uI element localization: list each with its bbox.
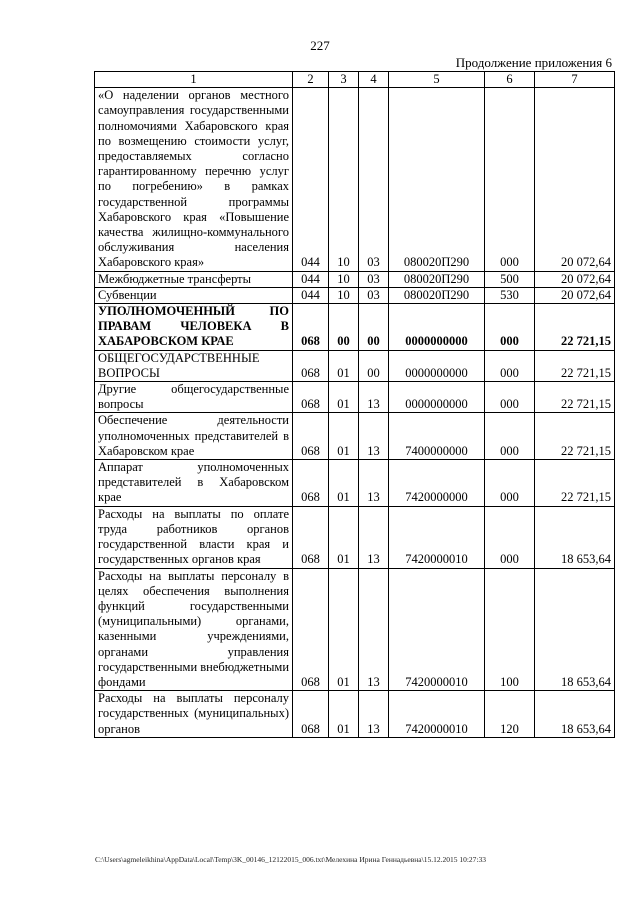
row-name: ОБЩЕГОСУДАРСТВЕННЫЕ ВОПРОСЫ: [95, 350, 293, 381]
row-col3: 00: [329, 304, 359, 351]
row-col4: 03: [359, 271, 389, 287]
row-col5: 0000000000: [389, 382, 485, 413]
budget-table: [94, 71, 615, 738]
row-col2: 068: [293, 350, 329, 381]
row-col6: 000: [485, 350, 535, 381]
table-row: [95, 506, 615, 568]
row-col6: 000: [485, 88, 535, 271]
table-row: [95, 568, 615, 691]
row-name: Межбюджетные трансферты: [95, 271, 293, 287]
row-col2: 068: [293, 568, 329, 691]
table-row: [95, 460, 615, 507]
row-col5: 7420000000: [389, 460, 485, 507]
row-col2: 044: [293, 271, 329, 287]
page-number: 227: [310, 38, 330, 53]
row-col7: 20 072,64: [535, 271, 615, 287]
row-col3: 01: [329, 382, 359, 413]
col-header-5: 5: [389, 72, 485, 88]
row-name: Обеспечение деятельности уполномоченных представителей в Хабаровском крае: [95, 413, 293, 460]
row-col2: 044: [293, 88, 329, 271]
row-col7: 22 721,15: [535, 304, 615, 351]
table-row: [95, 271, 615, 287]
row-col3: 10: [329, 271, 359, 287]
row-col7: 18 653,64: [535, 506, 615, 568]
row-col2: 068: [293, 506, 329, 568]
col-header-1: 1: [95, 72, 293, 88]
row-col4: 13: [359, 413, 389, 460]
row-name: Аппарат уполномоченных представителей в Хабаровском крае: [95, 460, 293, 507]
row-col2: 068: [293, 413, 329, 460]
col-header-6: 6: [485, 72, 535, 88]
row-col6: 000: [485, 506, 535, 568]
continuation-note: Продолжение приложения 6: [455, 55, 612, 70]
row-col6: 000: [485, 413, 535, 460]
row-col2: 044: [293, 287, 329, 303]
row-col6: 100: [485, 568, 535, 691]
row-col6: 000: [485, 460, 535, 507]
row-name: УПОЛНОМОЧЕННЫЙ ПО ПРАВАМ ЧЕЛОВЕКА В ХАБАРОВСКОМ КРАЕ: [95, 304, 293, 351]
row-col7: 22 721,15: [535, 350, 615, 381]
row-col5: 7420000010: [389, 691, 485, 738]
file-path-footer: C:\Users\agmeleikhina\AppData\Local\Temp\3K_00146_12122015_006.txt\Мелехина Ирина Геннадьевна\15.12.2015 10:27:33: [95, 855, 487, 864]
row-name: Расходы на выплаты по оплате труда работников органов государственной власти края и государственных органов края: [95, 506, 293, 568]
row-name: «О наделении органов местного самоуправления государственными полномочиями Хабаровского края по возмещению стоимости услуг, предоставляемых согласно гарантированному перечню услуг по погребению» в рамках государственной программы Хабаровского края «Повышение качества жилищно-коммунального обслуживания населения Хабаровского края»: [95, 88, 293, 271]
table-row: [95, 382, 615, 413]
row-col5: 080020П290: [389, 271, 485, 287]
row-col4: 13: [359, 506, 389, 568]
row-name: Субвенции: [95, 287, 293, 303]
row-col5: 080020П290: [389, 88, 485, 271]
row-col3: 01: [329, 413, 359, 460]
row-col5: 080020П290: [389, 287, 485, 303]
row-col7: 18 653,64: [535, 691, 615, 738]
row-col2: 068: [293, 460, 329, 507]
table-row: [95, 88, 615, 271]
col-header-2: 2: [293, 72, 329, 88]
table-row: [95, 413, 615, 460]
row-col6: 120: [485, 691, 535, 738]
header-row: [95, 72, 615, 88]
col-header-3: 3: [329, 72, 359, 88]
row-col2: 068: [293, 304, 329, 351]
row-col6: 500: [485, 271, 535, 287]
table-row: [95, 304, 615, 351]
row-col3: 10: [329, 88, 359, 271]
row-col7: 22 721,15: [535, 382, 615, 413]
row-col4: 00: [359, 350, 389, 381]
row-col4: 00: [359, 304, 389, 351]
row-col5: 7400000000: [389, 413, 485, 460]
row-col7: 22 721,15: [535, 413, 615, 460]
row-col3: 01: [329, 691, 359, 738]
row-name: Расходы на выплаты персоналу в целях обеспечения выполнения функций государственными (муниципальными) органами, казенными учреждениями, органами управления государственными внебюджетными фондами: [95, 568, 293, 691]
row-col7: 18 653,64: [535, 568, 615, 691]
row-col6: 530: [485, 287, 535, 303]
table-row: [95, 350, 615, 381]
row-col5: 0000000000: [389, 304, 485, 351]
row-col2: 068: [293, 691, 329, 738]
row-col4: 13: [359, 568, 389, 691]
row-col2: 068: [293, 382, 329, 413]
row-col7: 22 721,15: [535, 460, 615, 507]
row-col6: 000: [485, 382, 535, 413]
col-header-7: 7: [535, 72, 615, 88]
row-col3: 01: [329, 460, 359, 507]
row-col6: 000: [485, 304, 535, 351]
row-col7: 20 072,64: [535, 287, 615, 303]
row-name: Расходы на выплаты персоналу государственных (муниципальных) органов: [95, 691, 293, 738]
col-header-4: 4: [359, 72, 389, 88]
row-col4: 03: [359, 287, 389, 303]
row-col4: 03: [359, 88, 389, 271]
table-row: [95, 287, 615, 303]
row-col3: 10: [329, 287, 359, 303]
row-col3: 01: [329, 350, 359, 381]
table-row: [95, 691, 615, 738]
row-col4: 13: [359, 382, 389, 413]
row-col3: 01: [329, 506, 359, 568]
row-col5: 7420000010: [389, 506, 485, 568]
row-col3: 01: [329, 568, 359, 691]
row-col7: 20 072,64: [535, 88, 615, 271]
row-col5: 0000000000: [389, 350, 485, 381]
row-col5: 7420000010: [389, 568, 485, 691]
row-name: Другие общегосударственные вопросы: [95, 382, 293, 413]
row-col4: 13: [359, 460, 389, 507]
row-col4: 13: [359, 691, 389, 738]
